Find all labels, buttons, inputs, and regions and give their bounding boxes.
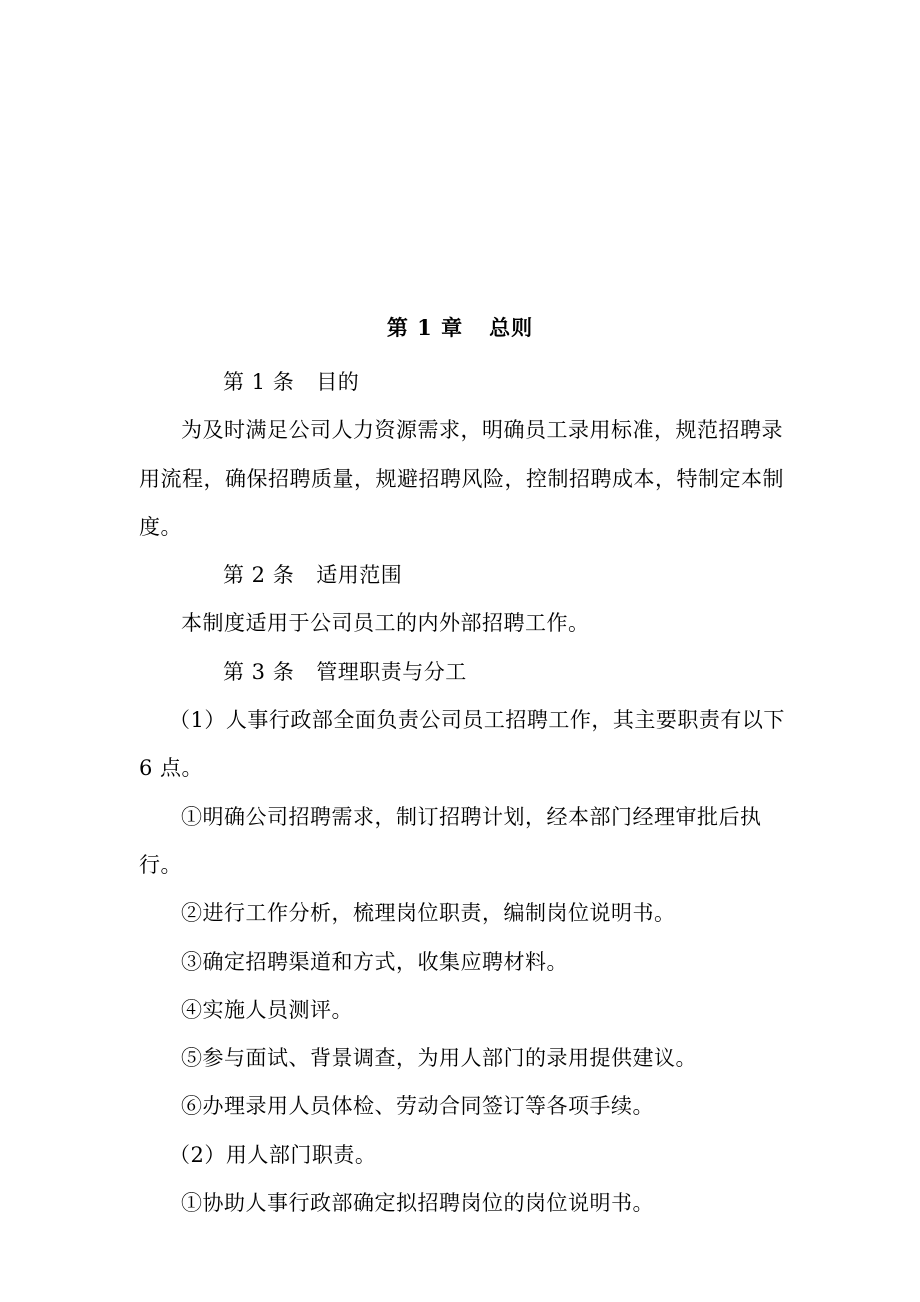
- article-label: 第 1 条: [223, 370, 295, 394]
- article-heading-1: [139, 358, 787, 406]
- list-item: ④实施人员测评。: [181, 997, 353, 1022]
- article-title: 适用范围: [316, 563, 403, 588]
- chapter-number: 第 1 章: [386, 315, 464, 340]
- list-item: ①明确公司招聘需求，制订招聘计划，经本部门经理审批后执行。: [139, 804, 762, 877]
- chapter-title: 总则: [489, 315, 534, 340]
- list-item: ③确定招聘渠道和方式，收集应聘材料。: [181, 949, 568, 974]
- list-item: ①协助人事行政部确定拟招聘岗位的岗位说明书。: [181, 1191, 654, 1216]
- list-item: ⑥办理录用人员体检、劳动合同签订等各项手续。: [181, 1094, 654, 1119]
- dept-duties-intro: （2）用人部门职责。: [169, 1142, 377, 1167]
- article-heading-3: [139, 648, 787, 696]
- list-item: ②进行工作分析，梳理岗位职责，编制岗位说明书。: [181, 901, 676, 926]
- document-body: [139, 358, 787, 1227]
- article-heading-2: [139, 551, 787, 599]
- hr-duties-intro: （1）人事行政部全面负责公司员工招聘工作，其主要职责有以下 6 点。: [139, 708, 785, 781]
- article-title: 目的: [316, 370, 360, 394]
- article-title: 管理职责与分工: [316, 659, 467, 684]
- list-item: ⑤参与面试、背景调查，为用人部门的录用提供建议。: [181, 1046, 697, 1071]
- purpose-paragraph: 为及时满足公司人力资源需求，明确员工录用标准，规范招聘录用流程，确保招聘质量，规避招聘风险，控制招聘成本，特制定本制度。: [139, 418, 784, 539]
- scope-paragraph: 本制度适用于公司员工的内外部招聘工作。: [181, 611, 590, 636]
- chapter-heading: [0, 312, 920, 344]
- article-label: 第 2 条: [223, 563, 295, 588]
- article-label: 第 3 条: [223, 659, 295, 684]
